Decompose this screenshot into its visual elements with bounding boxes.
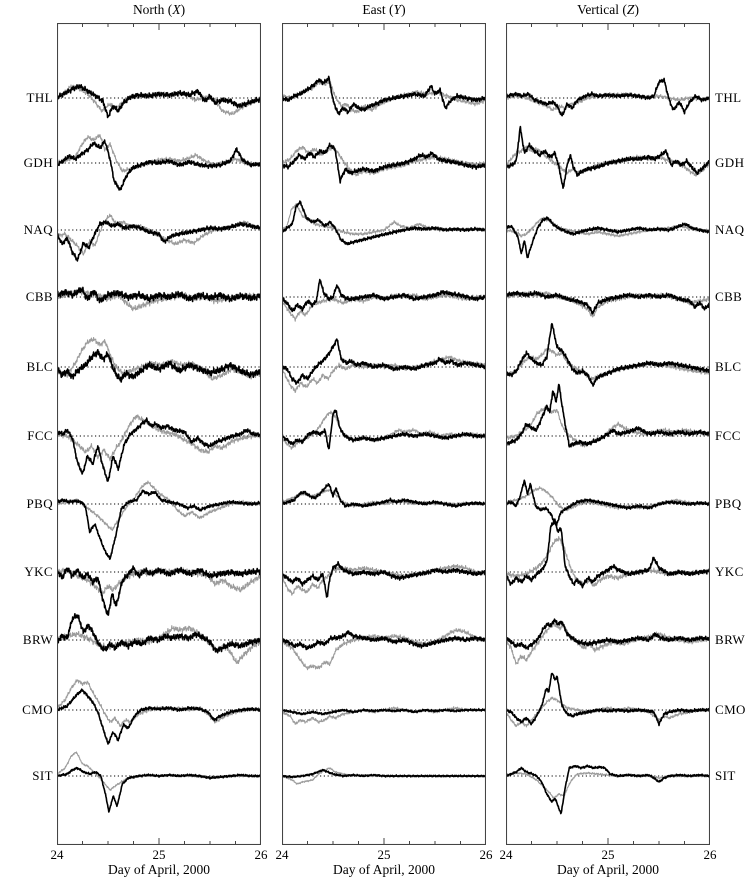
station-label-left-blc: BLC [26,359,53,374]
trace-black-naq-north [57,221,261,261]
trace-black-pbq-vertical [506,480,710,525]
panel-axis-letter: Z [626,2,635,17]
xtick-label-25-north: 25 [152,847,166,862]
trace-black-fcc-vertical [506,385,710,447]
station-label-left-gdh: GDH [23,155,53,170]
xtick-label-25-vertical: 25 [601,847,615,862]
xtick-label-26-east: 26 [479,847,493,862]
x-axis-caption-north: Day of April, 2000 [108,862,210,877]
trace-black-cmo-north [57,689,261,744]
plot-frame [58,24,261,845]
x-axis-caption-east: Day of April, 2000 [333,862,435,877]
station-label-right-cbb: CBB [715,289,743,304]
trace-black-ykc-north [57,566,261,615]
panel-title-close: ) [634,2,639,17]
trace-gray-blc-east [282,356,486,393]
panel-title-text: North ( [132,2,173,17]
station-label-right-brw: BRW [715,632,746,647]
trace-black-thl-vertical [506,78,710,115]
trace-black-cbb-east [282,280,486,312]
trace-black-gdh-north [57,140,261,190]
axis-ticks [83,23,236,845]
trace-black-blc-north [57,350,261,382]
station-label-right-thl: THL [715,90,742,105]
trace-gray-brw-east [282,629,486,670]
xtick-label-25-east: 25 [377,847,391,862]
station-label-right-cmo: CMO [715,702,746,717]
trace-black-thl-east [282,76,486,114]
trace-gray-naq-east [282,204,486,236]
trace-gray-brw-vertical [506,623,710,665]
panel-axis-letter: Y [393,2,402,17]
station-label-left-ykc: YKC [24,564,53,579]
panel-title-vertical [506,2,710,18]
trace-black-pbq-north [57,490,261,559]
station-label-right-pbq: PBQ [715,496,742,511]
panel-title-close: ) [401,2,406,17]
trace-black-sit-vertical [506,765,710,813]
station-label-left-brw: BRW [22,632,53,647]
station-label-left-pbq: PBQ [26,496,53,511]
panel-title-east [282,2,486,18]
station-label-right-gdh: GDH [715,155,745,170]
panel-title-close: ) [180,2,186,17]
plot-area-vertical [506,23,710,845]
xtick-label-26-vertical: 26 [703,847,717,862]
panel-axis-letter: X [172,2,181,17]
trace-gray-sit-north [57,752,261,790]
trace-black-gdh-vertical [506,127,710,189]
panel-title-north [57,2,261,18]
station-label-left-fcc: FCC [27,428,53,443]
xtick-label-24-north: 24 [50,847,64,862]
station-label-right-sit: SIT [715,768,736,783]
station-label-right-naq: NAQ [715,222,745,237]
plot-area-north [57,23,261,845]
trace-black-brw-north [57,614,261,653]
station-label-left-cmo: CMO [22,702,53,717]
trace-gray-ykc-vertical [506,537,710,587]
trace-black-blc-east [282,339,486,384]
station-label-left-sit: SIT [32,768,53,783]
station-label-right-ykc: YKC [715,564,744,579]
station-label-right-blc: BLC [715,359,742,374]
station-label-right-fcc: FCC [715,428,741,443]
xtick-label-24-vertical: 24 [499,847,513,862]
panel-title-text: East ( [362,2,394,17]
station-label-left-thl: THL [26,90,53,105]
trace-black-cmo-vertical [506,674,710,726]
trace-black-sit-north [57,768,261,812]
xtick-label-26-north: 26 [254,847,268,862]
xtick-label-24-east: 24 [275,847,289,862]
trace-gray-cmo-north [57,680,261,727]
trace-black-blc-vertical [506,324,710,386]
trace-gray-gdh-north [57,135,261,173]
trace-gray-gdh-vertical [506,146,710,176]
station-label-left-naq: NAQ [23,222,53,237]
station-label-left-cbb: CBB [25,289,53,304]
panel-title-text: Vertical ( [577,2,627,17]
trace-black-fcc-east [282,410,486,448]
plot-area-east [282,23,486,845]
trace-gray-blc-north [57,338,261,381]
trace-gray-fcc-east [282,411,486,449]
x-axis-caption-vertical: Day of April, 2000 [557,862,659,877]
